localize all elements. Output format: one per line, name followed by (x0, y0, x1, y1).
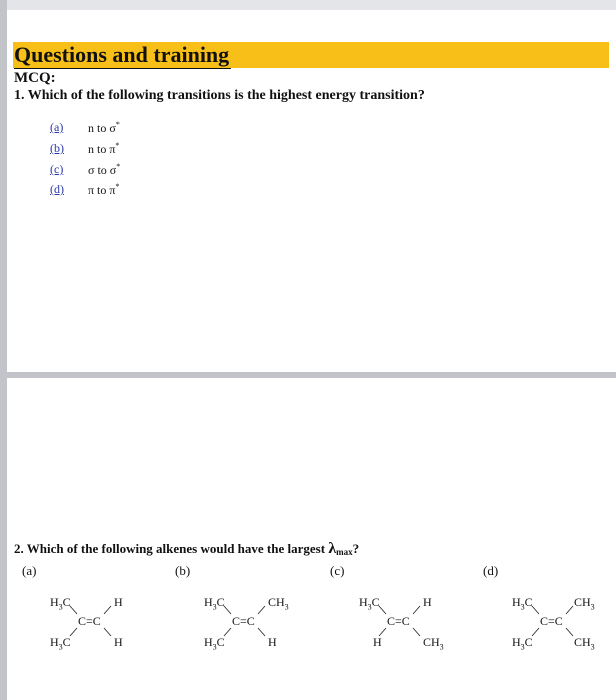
substituent-top-right: H (114, 595, 123, 609)
choice-label-b[interactable]: (b) (175, 563, 191, 578)
substituent-bottom-right: $CH_3$ (574, 635, 595, 652)
viewer-top-edge (7, 0, 616, 10)
substituent-top-right: H (423, 595, 432, 609)
lambda-symbol: λ (328, 540, 337, 557)
double-bond: C=C (540, 614, 563, 628)
viewer-left-edge (0, 0, 7, 700)
section-label: MCQ: (14, 70, 56, 86)
substituent-bottom-right: $CH_3$ (423, 635, 444, 652)
option-text: n to σ* (88, 120, 120, 135)
lambda-subscript: max (336, 547, 353, 557)
substituent-top-left: $H_3C$ (512, 595, 533, 612)
option-label[interactable]: (c) (50, 162, 64, 176)
double-bond: C=C (78, 614, 101, 628)
option-label[interactable]: (b) (50, 141, 64, 155)
substituent-top-right: $CH_3$ (268, 595, 289, 612)
substituent-top-left: $H_3C$ (204, 595, 225, 612)
molecule-c (355, 592, 465, 656)
substituent-top-left: $H_3C$ (359, 595, 380, 612)
question-mark: ? (352, 541, 360, 556)
substituent-bottom-right: H (114, 635, 123, 649)
substituent-bottom-right: H (268, 635, 277, 649)
option-label[interactable]: (a) (50, 120, 64, 134)
page-title: Questions and training (14, 42, 230, 67)
substituent-bottom-left: $H_3C$ (512, 635, 533, 652)
option-text: n to π* (88, 141, 120, 156)
choice-label-c[interactable]: (c) (330, 563, 345, 578)
substituent-bottom-left: H (373, 635, 382, 649)
molecule-b (200, 592, 310, 656)
question-2-text (14, 540, 359, 558)
molecule-d (508, 592, 616, 656)
option-text: π to π* (88, 182, 120, 197)
choice-label-a[interactable]: (a) (22, 563, 37, 578)
question-2-stem: 2. Which of the following alkenes would have the largest (14, 541, 329, 556)
molecule-a (46, 592, 156, 656)
double-bond: C=C (232, 614, 255, 628)
double-bond: C=C (387, 614, 410, 628)
question-1-text: 1. Which of the following transitions is the highest energy transition? (14, 88, 425, 103)
substituent-bottom-left: $H_3C$ (204, 635, 225, 652)
option-label[interactable]: (d) (50, 182, 64, 196)
option-text: σ to σ* (88, 162, 121, 177)
substituent-bottom-left: $H_3C$ (50, 635, 71, 652)
substituent-top-right: $CH_3$ (574, 595, 595, 612)
choice-label-d[interactable]: (d) (483, 563, 499, 578)
substituent-top-left: $H_3C$ (50, 595, 71, 612)
